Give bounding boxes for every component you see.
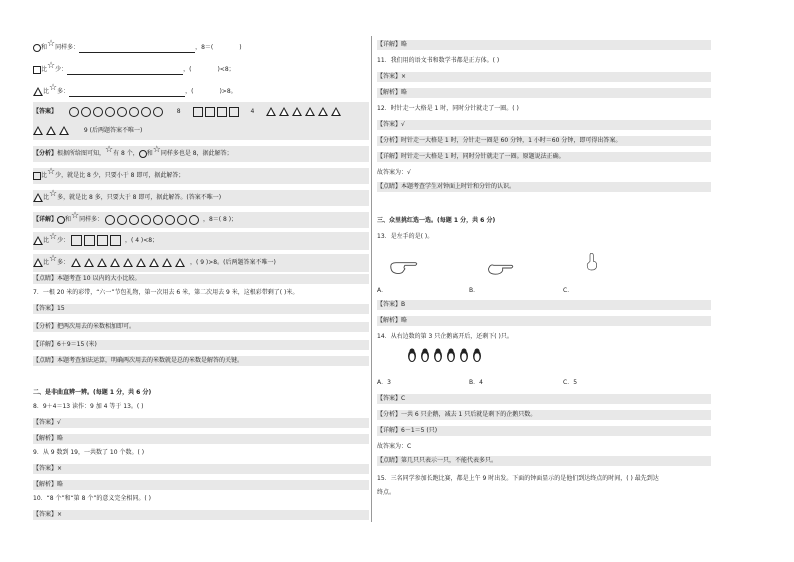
- triangle-icon: [305, 107, 315, 116]
- circle-icon: [139, 150, 147, 158]
- hand-pointing-right-icon: [485, 258, 515, 278]
- star-icon: ☆: [47, 167, 56, 177]
- question-13: 13．是左手的是( )。: [377, 233, 434, 240]
- detail-label: 【详解】: [33, 216, 58, 223]
- hand-pointing-right-icon: [389, 258, 419, 278]
- q14-conclusion: 故答案为：C: [377, 443, 412, 450]
- square-icon: [229, 107, 239, 117]
- circle-icon: [165, 215, 175, 225]
- analysis-1: [33, 146, 369, 162]
- question-12: 12．时针走一大格是 1 时，同时分针就走了一圈。( ): [377, 105, 519, 112]
- text: 少：: [55, 66, 68, 73]
- square-icon: [217, 107, 227, 117]
- circle-icon: [117, 107, 127, 117]
- star-icon: ☆: [47, 61, 56, 71]
- circle-icon: [105, 107, 115, 117]
- q11-answer: 【答案】×: [377, 72, 711, 82]
- answer-label: 【答案】: [33, 108, 58, 115]
- analysis-2: [33, 168, 369, 184]
- text: 少，就是比 8 少，只要小于 8 即可，据此解答；: [55, 172, 185, 179]
- analysis-label: 【分析】: [33, 150, 58, 157]
- circle-icon: [153, 215, 163, 225]
- circle-icon: [57, 216, 65, 224]
- text: 和: [41, 44, 48, 51]
- penguin-icon: [459, 348, 469, 362]
- penguin-icon: [472, 348, 482, 362]
- triangle-icon: [33, 236, 43, 245]
- question-15-cont: 终点。: [377, 489, 396, 496]
- analysis-3: [33, 190, 369, 206]
- star-icon: ☆: [47, 39, 56, 49]
- triangle-icon: [110, 258, 120, 267]
- question-9: 9．从 9 数到 19，一共数了 10 个数。( ): [33, 449, 145, 456]
- text: ，(: [183, 66, 192, 73]
- q14-detail: 【详解】6－1＝5 (只): [377, 426, 711, 436]
- q11-explanation: 【解析】略: [377, 88, 711, 98]
- answer-row-2: [33, 122, 369, 140]
- text: ，8＝( 8 )；: [202, 216, 238, 223]
- question-7: 7．一根 20 米的彩带，“六一”节包礼物，第一次用去 6 米，第二次用去 9 米，这根彩带剩了( )米。: [33, 289, 299, 296]
- q12-conclusion: 故答案为：√: [377, 169, 411, 176]
- triangle-icon: [136, 258, 146, 267]
- answer-row: [33, 102, 369, 122]
- text: ，(: [185, 88, 194, 95]
- q8-explanation: 【解析】略: [33, 434, 369, 444]
- triangle-icon: [123, 258, 133, 267]
- triangle-icon: [318, 107, 328, 116]
- triangle-icon: [97, 258, 107, 267]
- text: 8: [176, 108, 181, 115]
- circle-icon: [93, 107, 103, 117]
- text: 比: [41, 172, 48, 179]
- penguin-icon: [420, 348, 430, 362]
- circle-icon: [141, 107, 151, 117]
- q14-analysis: 【分析】一共 6 只企鹅，减去 1 只后就是剩下的企鹅只数。: [377, 410, 711, 420]
- q12-analysis: 【分析】时针走一大格是 1 时，分针走一圈是 60 分钟，1 小时＝60 分钟，即可得出答案。: [377, 136, 711, 146]
- circle-icon: [141, 215, 151, 225]
- penguin-icon: [433, 348, 443, 362]
- text: 多，就是比 8 多，只要大于 8 即可，据此解答。(答案不唯一): [57, 194, 222, 201]
- question-11: 11．我们用的语文书和数学书都是正方体。( ): [377, 57, 500, 64]
- circle-icon: [153, 107, 163, 117]
- q7-answer: 【答案】15: [33, 304, 369, 314]
- square-icon: [33, 66, 41, 74]
- circle-icon: [81, 107, 91, 117]
- detail-line: 【详解】略: [377, 40, 711, 50]
- q14-answer: 【答案】C: [377, 394, 711, 404]
- text: 多：: [57, 88, 70, 95]
- text: ，( 9 )>8。(后两题答案不唯一): [189, 259, 276, 266]
- text: 比: [41, 66, 48, 73]
- q9-answer: 【答案】×: [33, 464, 369, 474]
- detail-2: [33, 232, 369, 250]
- detail-3: [33, 254, 369, 272]
- star-icon: ☆: [49, 83, 58, 93]
- penguin-icon: [407, 348, 417, 362]
- question-8: 8．9＋4＝13 读作：9 加 4 等于 13。( ): [33, 403, 144, 410]
- triangle-icon: [46, 126, 56, 135]
- square-icon: [97, 235, 108, 246]
- star-icon: ☆: [49, 232, 58, 242]
- option-c[interactable]: C．5: [563, 379, 578, 386]
- triangle-icon: [59, 126, 69, 135]
- option-b[interactable]: B．: [469, 287, 480, 294]
- q8-answer: 【答案】√: [33, 418, 369, 428]
- text: ): [239, 44, 242, 51]
- text: 少：: [57, 237, 70, 244]
- option-b[interactable]: B．4: [469, 379, 483, 386]
- triangle-icon: [162, 258, 172, 267]
- triangle-icon: [331, 107, 341, 116]
- triangle-icon: [175, 258, 185, 267]
- q13-answer: 【答案】B: [377, 300, 711, 310]
- text: 比: [43, 259, 50, 266]
- section-2-heading: 二、是非曲直辨一辨。(每题 1 分，共 6 分): [33, 389, 152, 396]
- answer-blank[interactable]: [69, 96, 185, 97]
- text: 比: [43, 194, 50, 201]
- text: 有 8 个，: [113, 150, 139, 157]
- triangle-icon: [279, 107, 289, 116]
- note-1: 【点睛】本题考查 10 以内的大小比较。: [33, 274, 369, 284]
- option-a[interactable]: A．: [377, 287, 388, 294]
- question-14: 14．从右边数的第 3 只企鹅离开后，还剩下( )只。: [377, 333, 513, 340]
- hand-pointing-up-icon: [577, 252, 607, 272]
- text: )<8；: [217, 66, 235, 73]
- circle-icon: [129, 107, 139, 117]
- text: 4: [250, 108, 255, 115]
- q7-analysis: 【分析】把两次用去的米数相加即可。: [33, 322, 369, 332]
- q13-explanation: 【解析】略: [377, 316, 711, 326]
- option-c[interactable]: C．: [563, 287, 574, 294]
- triangle-icon: [71, 258, 81, 267]
- q14-note: 【点睛】第几只只表示一只，不能代表多只。: [377, 456, 711, 466]
- q12-note: 【点睛】本题考查学生对钟面上时针和分针的认识。: [377, 182, 711, 192]
- hand-options: [377, 252, 677, 288]
- triangle-icon: [292, 107, 302, 116]
- answer-blank[interactable]: [67, 74, 183, 75]
- square-icon: [205, 107, 215, 117]
- text: 和: [146, 150, 153, 157]
- text: ，( 4 )<8；: [124, 237, 159, 244]
- circle-icon: [69, 107, 79, 117]
- star-icon: ☆: [71, 211, 80, 221]
- triangle-icon: [33, 87, 43, 96]
- triangle-icon: [84, 258, 94, 267]
- text: 同样多：: [55, 44, 80, 51]
- text: 根据所给图可知，: [57, 150, 106, 157]
- circle-icon: [189, 215, 199, 225]
- question-15: 15．三名同学参加长跑比赛，都是上午 9 时出发。下面的钟面显示的是他们到达终点的时间，( ) 最先到达: [377, 475, 659, 482]
- question-10: 10．“8 个”和“第 8 个”的意义完全相同。( ): [33, 495, 152, 502]
- star-icon: ☆: [49, 189, 58, 199]
- square-icon: [33, 172, 41, 180]
- text: )>8。: [219, 88, 237, 95]
- text: 和: [65, 216, 72, 223]
- triangle-icon: [266, 107, 276, 116]
- circle-icon: [117, 215, 127, 225]
- penguin-row: [407, 348, 485, 364]
- option-a[interactable]: A．3: [377, 379, 391, 386]
- text: 9 (后两题答案不唯一): [83, 127, 143, 134]
- q9-explanation: 【解析】略: [33, 480, 369, 490]
- text: 同样多也是 8，据此解答；: [160, 150, 233, 157]
- triangle-icon: [33, 126, 43, 135]
- answer-blank[interactable]: [79, 52, 195, 53]
- square-icon: [110, 235, 121, 246]
- square-icon: [71, 235, 82, 246]
- circle-icon: [177, 215, 187, 225]
- section-3-heading: 三、众里挑红选一选。(每题 1 分，共 6 分): [377, 217, 496, 224]
- text: 比: [43, 237, 50, 244]
- q6-line-3: [33, 84, 369, 97]
- star-icon: ☆: [152, 145, 161, 155]
- square-icon: [84, 235, 95, 246]
- text: 多：: [57, 259, 70, 266]
- q12-answer: 【答案】√: [377, 120, 711, 130]
- text: 比: [43, 88, 50, 95]
- q6-line-2: [33, 62, 369, 75]
- square-icon: [193, 107, 203, 117]
- circle-icon: [105, 215, 115, 225]
- circle-icon: [33, 44, 41, 52]
- circle-icon: [129, 215, 139, 225]
- q12-detail: 【详解】时针走一大格是 1 时，同时分针就走了一圈。原题说法正确。: [377, 152, 711, 162]
- q7-note: 【点睛】本题考查加法运算，明确两次用去的米数就是总的米数是解答的关键。: [33, 356, 369, 366]
- column-divider: [371, 36, 372, 522]
- penguin-icon: [446, 348, 456, 362]
- q10-answer: 【答案】×: [33, 510, 369, 520]
- star-icon: ☆: [49, 254, 58, 264]
- triangle-icon: [33, 258, 43, 267]
- q7-detail: 【详解】6＋9＝15 (米): [33, 340, 369, 350]
- detail-1: [33, 212, 369, 228]
- triangle-icon: [149, 258, 159, 267]
- text: 同样多：: [79, 216, 104, 223]
- text: ，8＝(: [195, 44, 214, 51]
- triangle-icon: [33, 193, 43, 202]
- star-icon: ☆: [105, 145, 114, 155]
- q6-line-1: [33, 40, 369, 53]
